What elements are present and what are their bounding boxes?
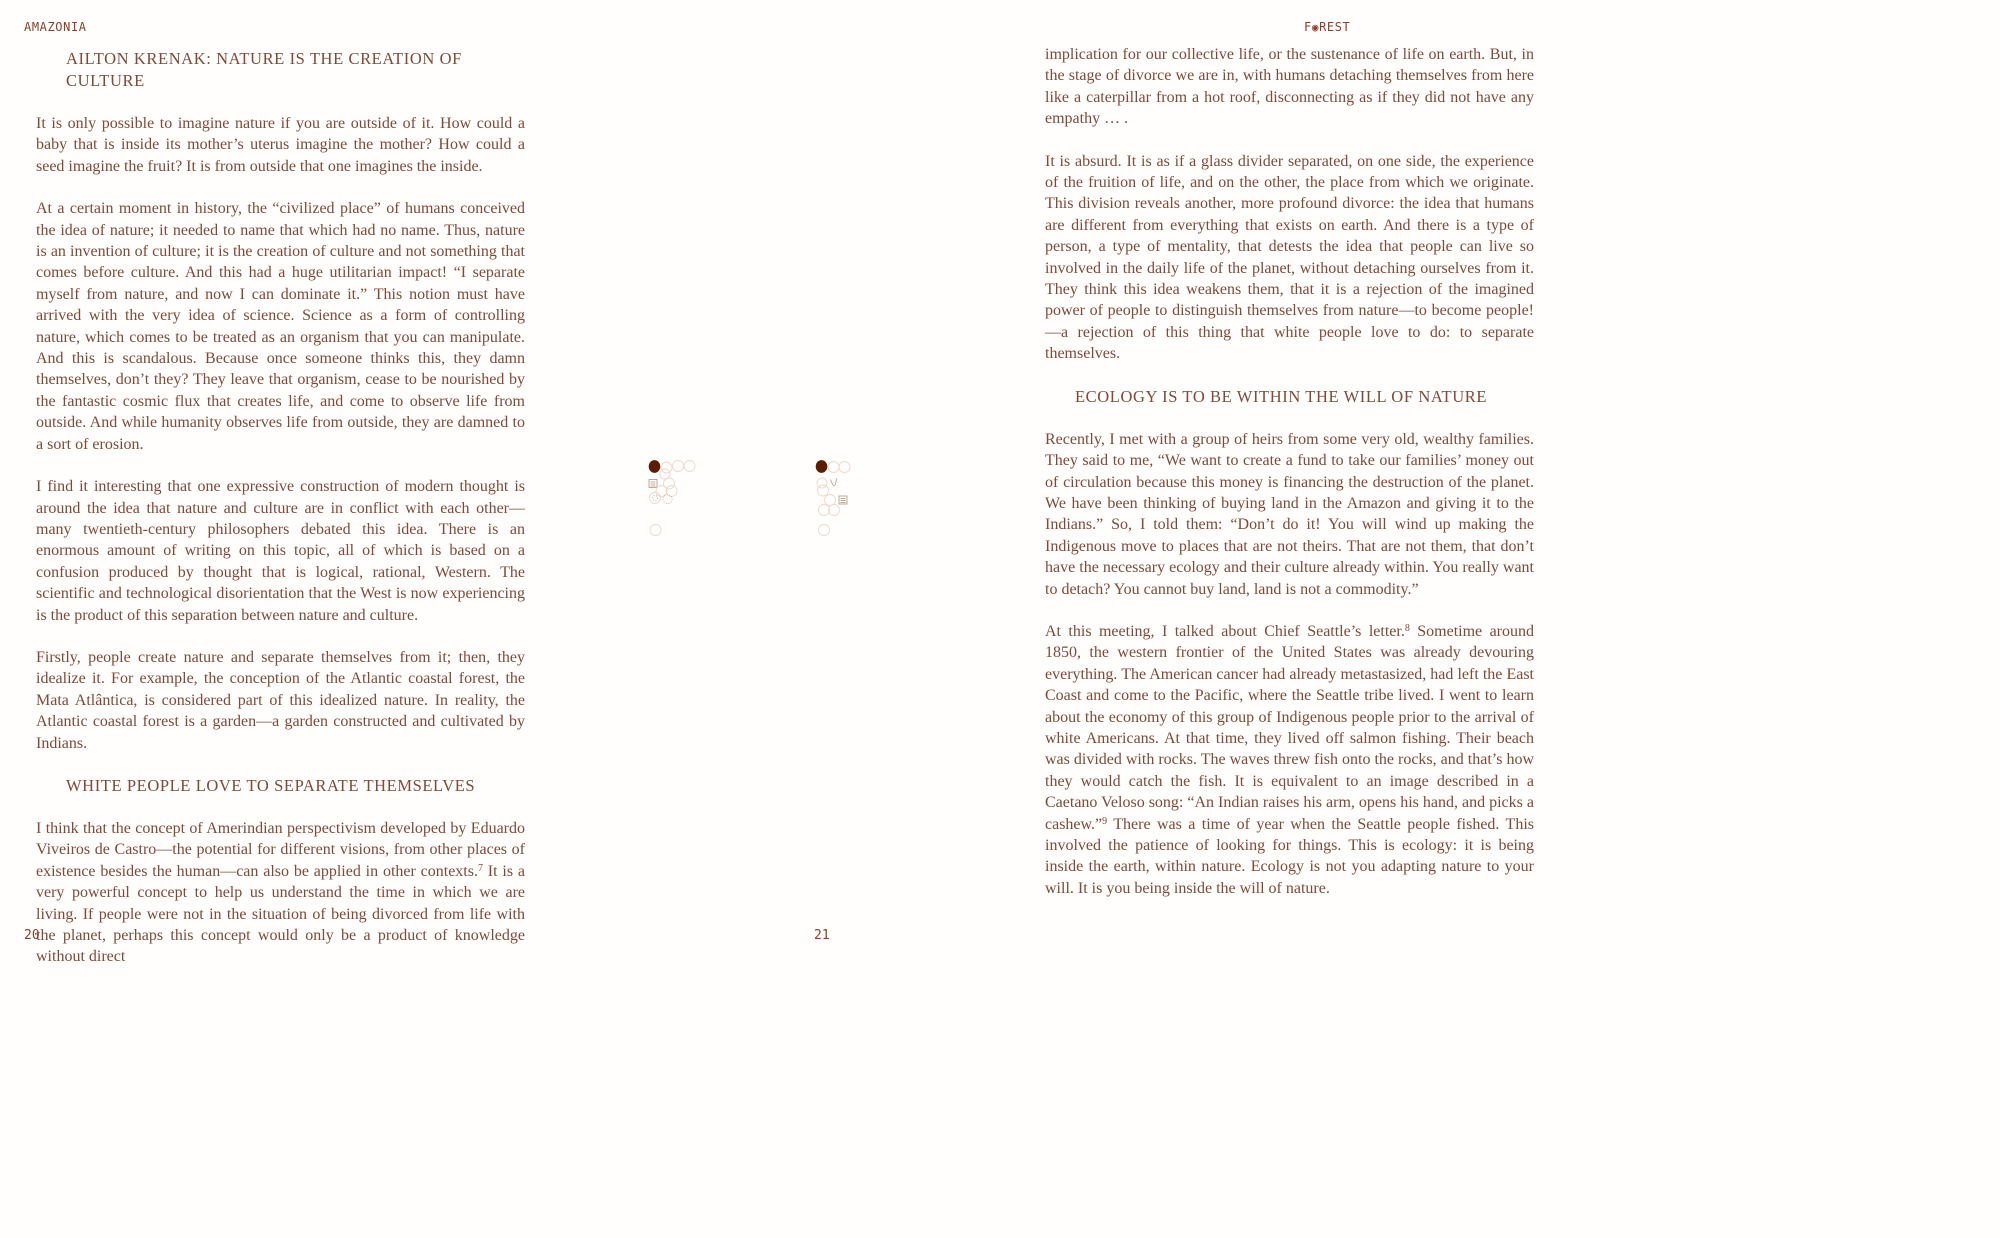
footnote-marker: 7	[477, 862, 483, 874]
footnote-marker: 9	[1102, 815, 1108, 827]
body-paragraph: At this meeting, I talked about Chief Seattle’s letter.$^8$ Sometime around 1850, the western frontier of the United States was already devouring everything. The American cancer had already metastasized, had left the East Coast and come to the Pacific, where the Seattle tribe lived. I went to learn about the economy of this group of Indigenous people prior to the arrival of white Americans. At that time, they lived off salmon fishing. Their beach was divided with rocks. The waves threw fish onto the rocks, and that’s how they would catch the fish. It is equivalent to an image described in a Caetano Veloso song: “An Indian raises his arm, opens his hand, and picks a cashew.”$^9$ There was a time of year when the Seattle people fished. This involved the patience of looking for things. This is ecology: it is being inside the earth, within nature. Ecology is not you adapting nature to your will. It is you being inside the will of nature.	[1045, 622, 1535, 897]
running-head-forest	[1304, 20, 1350, 34]
section-heading: WHITE PEOPLE LOVE TO SEPARATE THEMSELVES	[66, 775, 476, 795]
page-number-right: 21	[814, 928, 830, 943]
running-head-right-post: REST	[1319, 20, 1351, 34]
running-head-right-pre: F	[1304, 20, 1312, 34]
body-paragraph: Recently, I met with a group of heirs from some very old, wealthy families. They said to me, “We want to create a fund to take our families’ money out of circulation because this money is financing the destruction of the planet. We have been thinking of buying land in the Amazon and giving it to the Indians.” So, I told them: “Don’t do it! You will wind up making the Indigenous move to places that are not theirs. That are not them, that don’t have the necessary ecology and their culture already within. You really want to detach? You cannot buy land, land is not a commodity.”	[1045, 430, 1534, 598]
body-paragraph: implication for our collective life, or the sustenance of life on earth. But, in the stage of divorce we are in, with humans detaching themselves from here like a caterpillar from a hot roof, disconnecting as if they did not have any empathy … .	[1045, 46, 1534, 128]
left-page-text-column	[36, 48, 525, 989]
footnote-marker: 8	[1404, 622, 1410, 634]
seed-o-icon: ◉	[1311, 21, 1320, 34]
page-number-left: 20	[24, 928, 40, 943]
body-paragraph: It is only possible to imagine nature if you are outside of it. How could a baby that is inside its mother’s uterus imagine the mother? How could a seed imagine the fruit? It is from outside that one imagines the inside.	[36, 115, 525, 175]
right-page-text-column	[1045, 44, 1534, 920]
body-paragraph: I think that the concept of Amerindian perspectivism developed by Eduardo Viveiros de Castro—the potential for different visions, from other places of existence besides the human—can also be applied in other contexts.$^7$ It is a very powerful concept to help us understand the time in which we are living. If people were not in the situation of being divorced from life with the planet, perhaps this concept would only be a product of knowledge without direct	[36, 819, 526, 966]
seed-cluster-icon-right	[811, 456, 863, 548]
running-head-amazonia	[24, 20, 87, 34]
body-paragraph: At a certain moment in history, the “civilized place” of humans conceived the idea of nature; it needed to name that which had no name. Thus, nature is an invention of culture; it is the creation of culture and not something that comes before culture. And this had a huge utilitarian impact! “I separate myself from nature, and now I can dominate it.” This notion must have arrived with the very idea of science. Science as a form of controlling nature, which comes to be treated as an organism that you can manipulate. And this is scandalous. Because once someone thinks this, they damn themselves, don’t they? They leave that organism, cease to be nourished by the fantastic cosmic flux that creates life, and come to observe life from outside. And while humanity observes life from outside, they are damned to a sort of erosion.	[36, 200, 525, 453]
body-paragraph: It is absurd. It is as if a glass divider separated, on one side, the experience of the fruition of life, and on the other, the place from which we originate. This division reveals another, more profound divorce: the idea that humans are different from everything that exists on earth. And there is a type of person, a type of mentality, that detests the idea that people can live so involved in the daily life of the planet, without detaching ourselves from it. They think this idea weakens them, that it is a rejection of the imagined power of people to distinguish themselves from nature—to become people!—a rejection of this thing that white people love to do: to separate themselves.	[1045, 152, 1534, 363]
section-heading: AILTON KRENAK: NATURE IS THE CREATION OF CULTURE	[66, 49, 462, 90]
body-paragraph: Firstly, people create nature and separate themselves from it; then, they idealize it. For example, the conception of the Atlantic coastal forest, the Mata Atlântica, is considered part of this idealized nature. In reality, the Atlantic coastal forest is a garden—a garden constructed and cultivated by Indians.	[36, 648, 525, 752]
section-heading: ECOLOGY IS TO BE WITHIN THE WILL OF NATURE	[1075, 386, 1488, 406]
running-head-left-label: AMAZONIA	[24, 20, 87, 34]
body-paragraph: I find it interesting that one expressive construction of modern thought is around the idea that nature and culture are in conflict with each other—many twentieth-century philosophers debated this idea. There is an enormous amount of writing on this topic, all of which is based on a confusion produced by thought that is logical, rational, Western. The scientific and technological disorientation that the West is now experiencing is the product of this separation between nature and culture.	[36, 478, 525, 624]
seed-cluster-icon-left	[644, 456, 706, 548]
